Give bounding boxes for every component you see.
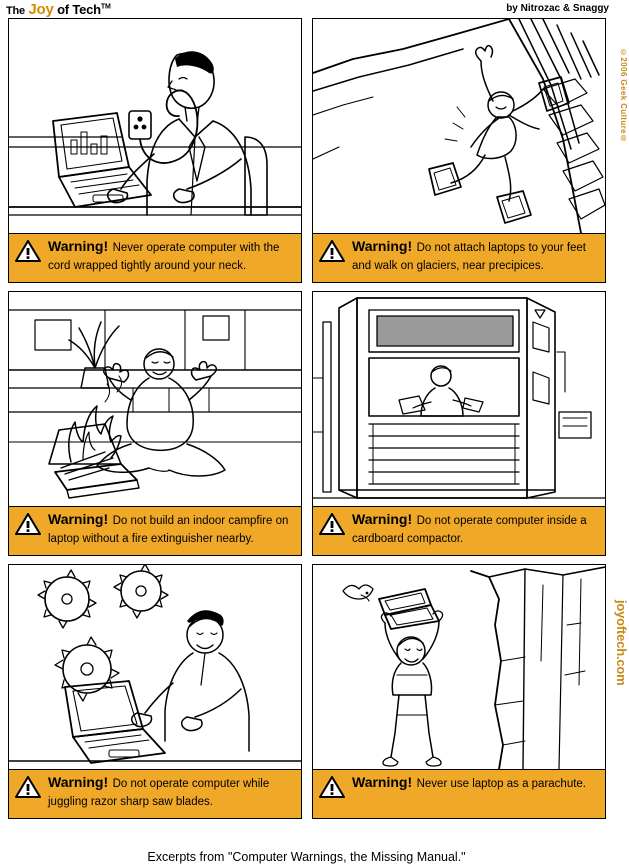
- comic-footer-caption: Excerpts from "Computer Warnings, the Missing Manual.": [147, 850, 466, 864]
- caption-text-block: [352, 774, 586, 792]
- warning-text: Do not operate computer while juggling razor sharp saw blades.: [48, 778, 270, 808]
- comic-panel-1: [8, 18, 302, 283]
- logo-tm: TM: [100, 3, 111, 11]
- panel-caption-6: [313, 770, 605, 818]
- warning-triangle-icon: [319, 776, 345, 798]
- panel-artwork-indoor-campfire: [9, 292, 301, 507]
- website-url[interactable]: joyoftech.com: [614, 600, 629, 686]
- logo-of-tech: of Tech: [57, 2, 101, 17]
- comic-panel-2: [312, 18, 606, 283]
- panel-caption-2: [313, 234, 605, 282]
- panel-caption-1: [9, 234, 301, 282]
- logo-joy: Joy: [28, 1, 54, 18]
- caption-text-block: [352, 511, 599, 547]
- warning-triangle-icon: [15, 240, 41, 262]
- warning-text: Do not attach laptops to your feet and walk on glaciers, near precipices.: [352, 242, 587, 272]
- panel-artwork-juggling-saw-blades: [9, 565, 301, 770]
- warning-triangle-icon: [319, 513, 345, 535]
- caption-text-block: [48, 238, 295, 274]
- warning-label: Warning!: [48, 511, 109, 527]
- warning-text: Never operate computer with the cord wrapped tightly around your neck.: [48, 242, 280, 272]
- comic-panel-6: [312, 564, 606, 819]
- warning-label: Warning!: [352, 511, 413, 527]
- warning-label: Warning!: [48, 238, 109, 254]
- comic-panel-4: [312, 291, 606, 556]
- warning-label: Warning!: [48, 774, 109, 790]
- caption-text-block: [48, 511, 295, 547]
- warning-text: Do not build an indoor campfire on laptop without a fire extinguisher nearby.: [48, 515, 289, 545]
- panel-artwork-cardboard-compactor: [313, 292, 605, 507]
- byline: by Nitrozac & Snaggy: [506, 3, 609, 14]
- comic-row: [8, 564, 606, 819]
- warning-label: Warning!: [352, 238, 413, 254]
- comic-grid: [8, 18, 606, 827]
- joy-of-tech-logo: [6, 1, 111, 18]
- comic-panel-3: [8, 291, 302, 556]
- caption-text-block: [48, 774, 295, 810]
- comic-row: [8, 18, 606, 283]
- comic-header: [0, 0, 629, 18]
- warning-triangle-icon: [15, 776, 41, 798]
- panel-artwork-glacier-fall: [313, 19, 605, 234]
- panel-artwork-desk-cord: [9, 19, 301, 234]
- panel-artwork-laptop-parachute: [313, 565, 605, 770]
- warning-text: Do not operate computer inside a cardboard compactor.: [352, 515, 587, 545]
- comic-row: [8, 291, 606, 556]
- panel-caption-4: [313, 507, 605, 555]
- panel-caption-3: [9, 507, 301, 555]
- warning-triangle-icon: [319, 240, 345, 262]
- comic-panel-5: [8, 564, 302, 819]
- logo-the: The: [6, 5, 25, 17]
- panel-caption-5: [9, 770, 301, 818]
- caption-text-block: [352, 238, 599, 274]
- warning-triangle-icon: [15, 513, 41, 535]
- warning-label: Warning!: [352, 774, 413, 790]
- copyright-notice: ©2006 Geek Culture®: [619, 48, 628, 144]
- warning-text: Never use laptop as a parachute.: [416, 778, 587, 790]
